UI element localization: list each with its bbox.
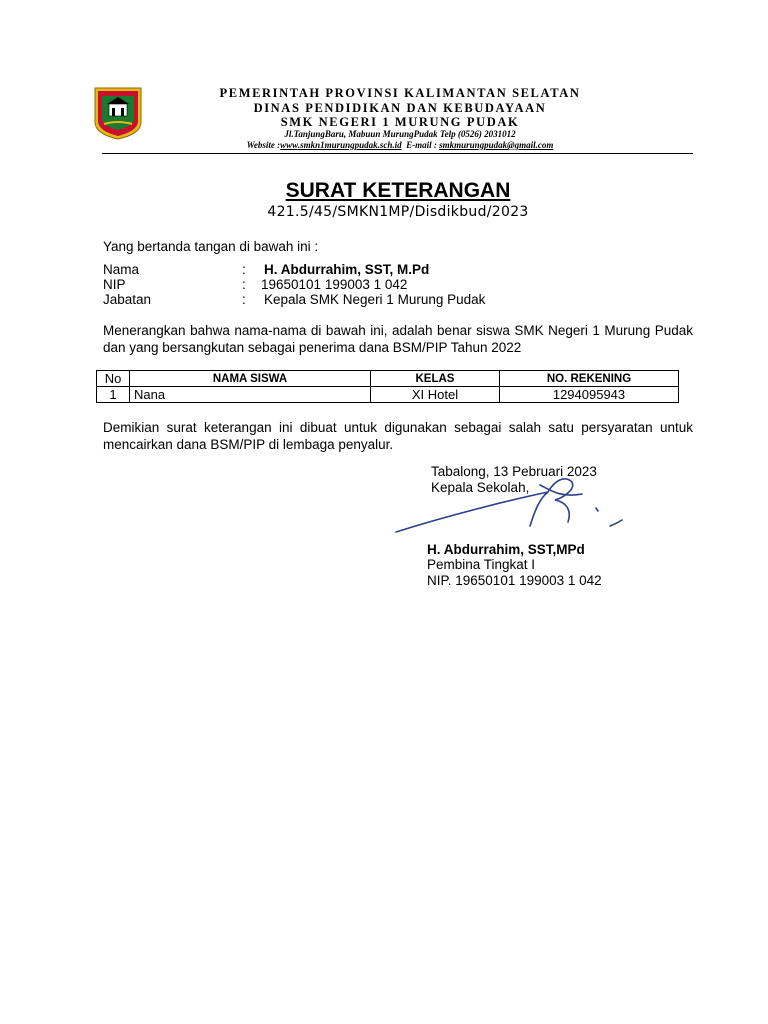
cell-nama: Nana	[130, 387, 371, 403]
field-colon: :	[242, 292, 246, 307]
letter-number: 421.5/45/SMKN1MP/Disdikbud/2023	[267, 204, 529, 220]
header-rekening: NO. REKENING	[500, 371, 679, 387]
table-header-row	[97, 371, 679, 387]
signer-rank: Pembina Tingkat I	[427, 557, 536, 572]
letterhead-divider	[102, 153, 693, 154]
statement-paragraph: Menerangkan bahwa nama-nama di bawah ini, adalah benar siswa SMK Negeri 1 Murung Pudak dan yang bersangkutan sebagai penerima dana BSM/PIP Tahun 2022	[103, 323, 693, 355]
letter-title: SURAT KETERANGAN	[285, 179, 511, 202]
field-colon: :	[242, 262, 246, 277]
signer-nip: NIP. 19650101 199003 1 042	[427, 573, 602, 588]
email-link[interactable]: smkmurungpudak@gmail.com	[439, 140, 554, 150]
field-label-nip: NIP	[103, 277, 126, 292]
letterhead-contact	[150, 140, 650, 150]
cell-kelas: XI Hotel	[371, 387, 500, 403]
letterhead-agency: DINAS PENDIDIKAN DAN KEBUDAYAAN	[253, 101, 547, 115]
website-link[interactable]: www.smkn1murungpudak.sch.id	[280, 140, 402, 150]
closing-paragraph: Demikian surat keterangan ini dibuat untuk digunakan sebagai salah satu persyaratan untuk mencairkan dana BSM/PIP di lembaga penyalur.	[103, 420, 693, 452]
header-no: No	[97, 371, 130, 387]
intro-text: Yang bertanda tangan di bawah ini :	[103, 239, 319, 254]
header-kelas: KELAS	[371, 371, 500, 387]
table-row	[97, 387, 679, 403]
place-date: Tabalong, 13 Pebruari 2023	[431, 464, 597, 479]
field-value-nip: 19650101 199003 1 042	[261, 277, 408, 292]
field-value-jabatan: Kepala SMK Negeri 1 Murung Pudak	[264, 292, 486, 307]
field-colon: :	[242, 277, 246, 292]
province-logo-icon	[92, 86, 144, 140]
website-label: Website :	[246, 140, 281, 150]
signer-name: H. Abdurrahim, SST,MPd	[427, 542, 585, 557]
field-label-nama: Nama	[103, 262, 140, 277]
letterhead-school: SMK NEGERI 1 MURUNG PUDAK	[280, 115, 520, 129]
letterhead-address: Jl.TanjungBaru, Mabuun MurungPudak Telp (0526) 2031012	[284, 129, 516, 139]
cell-rekening: 1294095943	[500, 387, 679, 403]
cell-no: 1	[97, 387, 130, 403]
letterhead-province: PEMERINTAH PROVINSI KALIMANTAN SELATAN	[219, 86, 581, 100]
email-label: E-mail :	[406, 140, 437, 150]
field-label-jabatan: Jabatan	[103, 292, 152, 307]
header-nama-siswa: NAMA SISWA	[130, 371, 371, 387]
field-value-nama: H. Abdurrahim, SST, M.Pd	[264, 262, 430, 277]
handwritten-signature-icon	[390, 470, 630, 540]
signer-position: Kepala Sekolah,	[431, 480, 530, 495]
student-table	[96, 370, 679, 403]
